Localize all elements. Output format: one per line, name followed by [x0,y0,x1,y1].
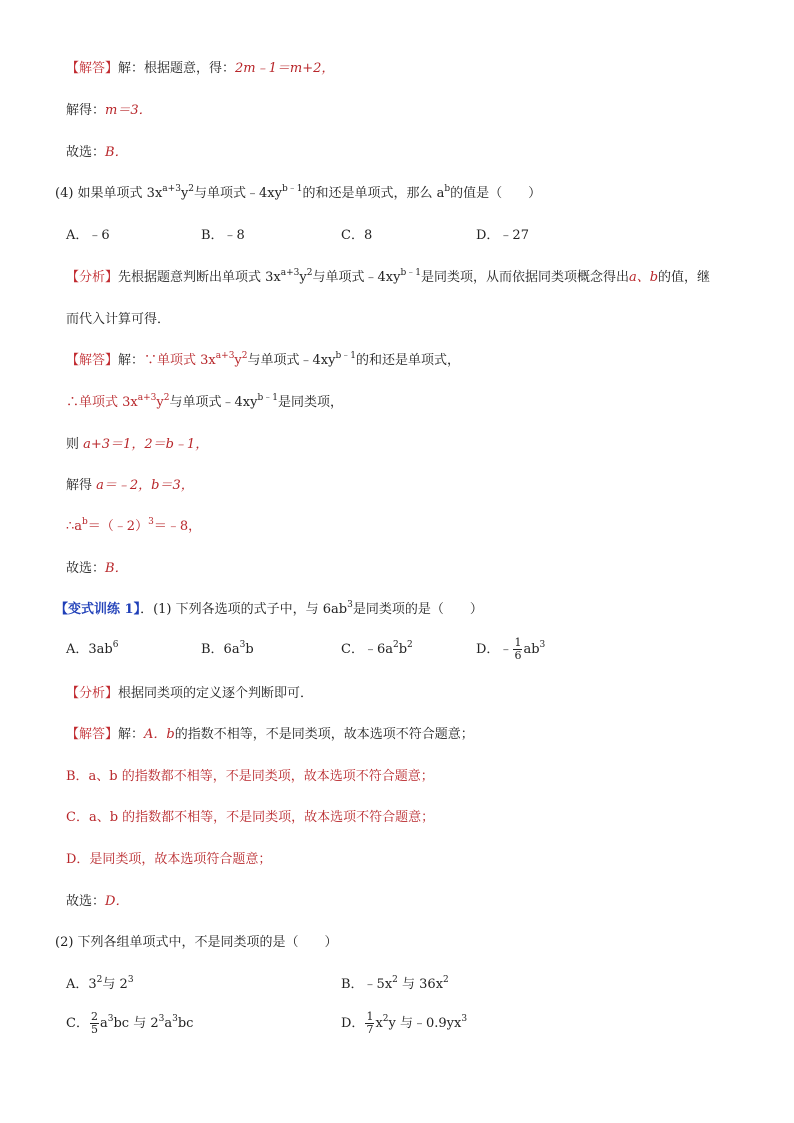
q4-exp1: a+3 [162,184,181,194]
option-text: b [398,642,408,657]
q4-prefix: (4) 如果单项式 3x [55,186,163,201]
variant-option-d[interactable] [476,636,545,664]
variant-option-b[interactable] [201,640,254,660]
option-text: D． [341,1016,365,1031]
answer-text: ∴单项式 3x [66,395,138,410]
exp: b﹣1 [335,351,356,361]
exp: b﹣1 [400,268,421,278]
q4-exp3: b﹣1 [281,184,303,194]
exp: 2 [443,975,449,985]
answer-tag: 【解答】 [66,61,119,76]
answer-math: ＝﹣8， [153,519,202,534]
y-var: y [299,270,307,285]
q4-option-b[interactable]: B．﹣8 [201,228,245,243]
answer-math: a＝﹣2，b＝3， [96,478,194,493]
variant-q1-text: ．(1) 下列各选项的式子中，与 6ab [140,602,348,617]
q4-mid2: 与单项式﹣4xy [194,186,282,201]
variant-answer-line2: B．a、b 的指数都不相等，不是同类项，故本选项不符合题意； [66,769,434,784]
option-text: 与 36x [397,977,444,992]
answer-text: 解：根据题意，得： [118,61,236,76]
answer-text: 的和还是单项式， [355,353,460,368]
q4-option-d[interactable]: D．﹣27 [476,228,529,243]
variant-q1-stem [55,600,483,620]
denominator: 5 [90,1023,98,1036]
answer-line [66,59,334,79]
fraction [365,1011,374,1036]
exp: 3 [107,1014,114,1024]
variant-option-a[interactable] [66,640,118,660]
choice-value: D． [105,894,129,909]
q2-option-c[interactable] [66,1010,193,1038]
answer-text: 解： [118,353,145,368]
exp: 3 [239,640,246,650]
exp: 2 [241,351,248,361]
choice-label: 故选： [66,145,106,160]
choice-line [66,143,128,163]
option-text: a [164,1016,173,1031]
answer-text: 与单项式﹣4xy [247,353,336,368]
variant-q1-text: 是同类项的是（ ） [352,602,483,617]
q2-option-a[interactable] [66,975,134,995]
analysis-text: 的值，继 [658,270,711,285]
exp: 3 [158,1014,165,1024]
numerator: 2 [90,1010,98,1023]
exp: 2 [96,975,103,985]
option-text: B．6a [201,642,240,657]
exp: 2 [407,640,413,650]
answer-tag: 【解答】 [66,353,119,368]
exp: 3 [539,640,546,650]
solve-label: 解得： [66,103,106,118]
option-text: bc [177,1016,194,1031]
variant-answer-line1 [66,725,474,745]
variant-answer-line5 [66,892,128,912]
exp: 6 [112,640,119,650]
variant-answer-line4: D．是同类项，故本选项符合题意； [66,852,272,867]
q4-option-a[interactable]: A．﹣6 [66,228,110,243]
exp: 2 [382,1014,389,1024]
q4-answer-line6 [66,559,128,579]
question-4-stem [55,184,541,204]
variant-option-c[interactable] [341,640,413,660]
analysis-tag: 【分析】 [66,270,119,285]
choice-label: 故选： [66,561,106,576]
q2-stem: (2) 下列各组单项式中，不是同类项的是（ ） [55,935,338,950]
q2-option-d[interactable] [341,1010,467,1038]
exp: 3 [148,517,154,527]
exp: 3 [172,1014,178,1024]
analysis-text: 根据同类项的定义逐个判断即可． [118,686,314,701]
analysis-vars: a、b [628,270,659,285]
choice-label: 故选： [66,894,106,909]
variant-analysis [66,684,313,704]
numerator: 1 [514,636,522,649]
exp: 2 [392,640,399,650]
exp: 3 [461,1014,468,1024]
answer-text: 解得 [66,478,97,493]
variant-answer-line3: C．a、b 的指数都不相等，不是同类项，故本选项不符合题意； [66,810,435,825]
option-text: A．3 [66,977,97,992]
answer-text: 是同类项， [277,395,343,410]
q4-answer-line5 [66,517,201,537]
analysis-text: 先根据题意判断出单项式 3x [118,270,281,285]
y-var: y [156,395,164,410]
exp: 2 [306,268,313,278]
exp: b﹣1 [257,393,278,403]
choice-value: B． [105,145,128,160]
option-text: ab [523,642,540,657]
q4-exp4: b [444,184,451,194]
fraction [513,637,522,662]
q4-option-c[interactable]: C．8 [341,228,373,243]
option-text: a [99,1016,108,1031]
q4-mid1: y [180,186,189,201]
answer-math: 2m﹣1＝m+2， [235,61,335,76]
option-text: C． [66,1016,89,1031]
solve-math: m＝3． [105,103,152,118]
option-text: D．﹣ [476,642,513,657]
answer-text: ∵单项式 3x [144,353,216,368]
exp: 3 [347,600,353,610]
option-text: x [375,1016,383,1031]
q4-answer-line4 [66,476,194,496]
answer-text: 则 [66,437,84,452]
fraction [90,1011,99,1036]
denominator: 6 [514,649,522,662]
answer-text: 解： [118,727,145,742]
option-text: b [245,642,254,657]
choice-value: B． [105,561,128,576]
option-text: B．﹣5x [341,977,393,992]
solve-line [66,101,152,121]
q4-exp2: 2 [188,184,195,194]
exp: 3 [127,975,134,985]
q4-analysis-line2: 而代入计算可得． [66,312,171,327]
q4-mid3: 的和还是单项式，那么 a [302,186,445,201]
answer-math: a+3＝1，2＝b﹣1， [83,437,209,452]
exp: 2 [163,393,170,403]
exp: b [82,517,88,527]
variant-tag: 【变式训练 1】 [55,602,141,617]
answer-math: ∴a [66,519,83,534]
answer-tag: 【解答】 [66,727,119,742]
denominator: 7 [366,1023,374,1036]
q4-answer-line3 [66,435,208,455]
option-text: y 与﹣0.9yx [388,1016,462,1031]
q4-suffix: 的值是（ ） [450,186,542,201]
option-text: bc 与 2 [113,1016,159,1031]
exp: a+3 [280,268,300,278]
option-text: C．﹣6a [341,642,393,657]
numerator: 1 [366,1010,374,1023]
q4-answer-line2 [66,393,343,413]
q4-answer-line1 [66,351,460,371]
analysis-text: 与单项式﹣4xy [312,270,401,285]
answer-math: ＝（﹣2） [87,519,149,534]
option-text: 与 2 [102,977,128,992]
analysis-tag: 【分析】 [66,686,119,701]
answer-math: A．b [144,727,175,742]
y-var: y [234,353,242,368]
q4-analysis-line1 [66,268,710,288]
exp: 2 [392,975,398,985]
exp: a+3 [215,351,235,361]
analysis-text: 是同类项，从而依据同类项概念得出 [420,270,629,285]
exp: a+3 [137,393,157,403]
answer-text: 的指数不相等，不是同类项，故本选项不符合题意； [174,727,474,742]
q2-option-b[interactable] [341,975,449,995]
option-text: A．3ab [66,642,113,657]
answer-text: 与单项式﹣4xy [169,395,258,410]
